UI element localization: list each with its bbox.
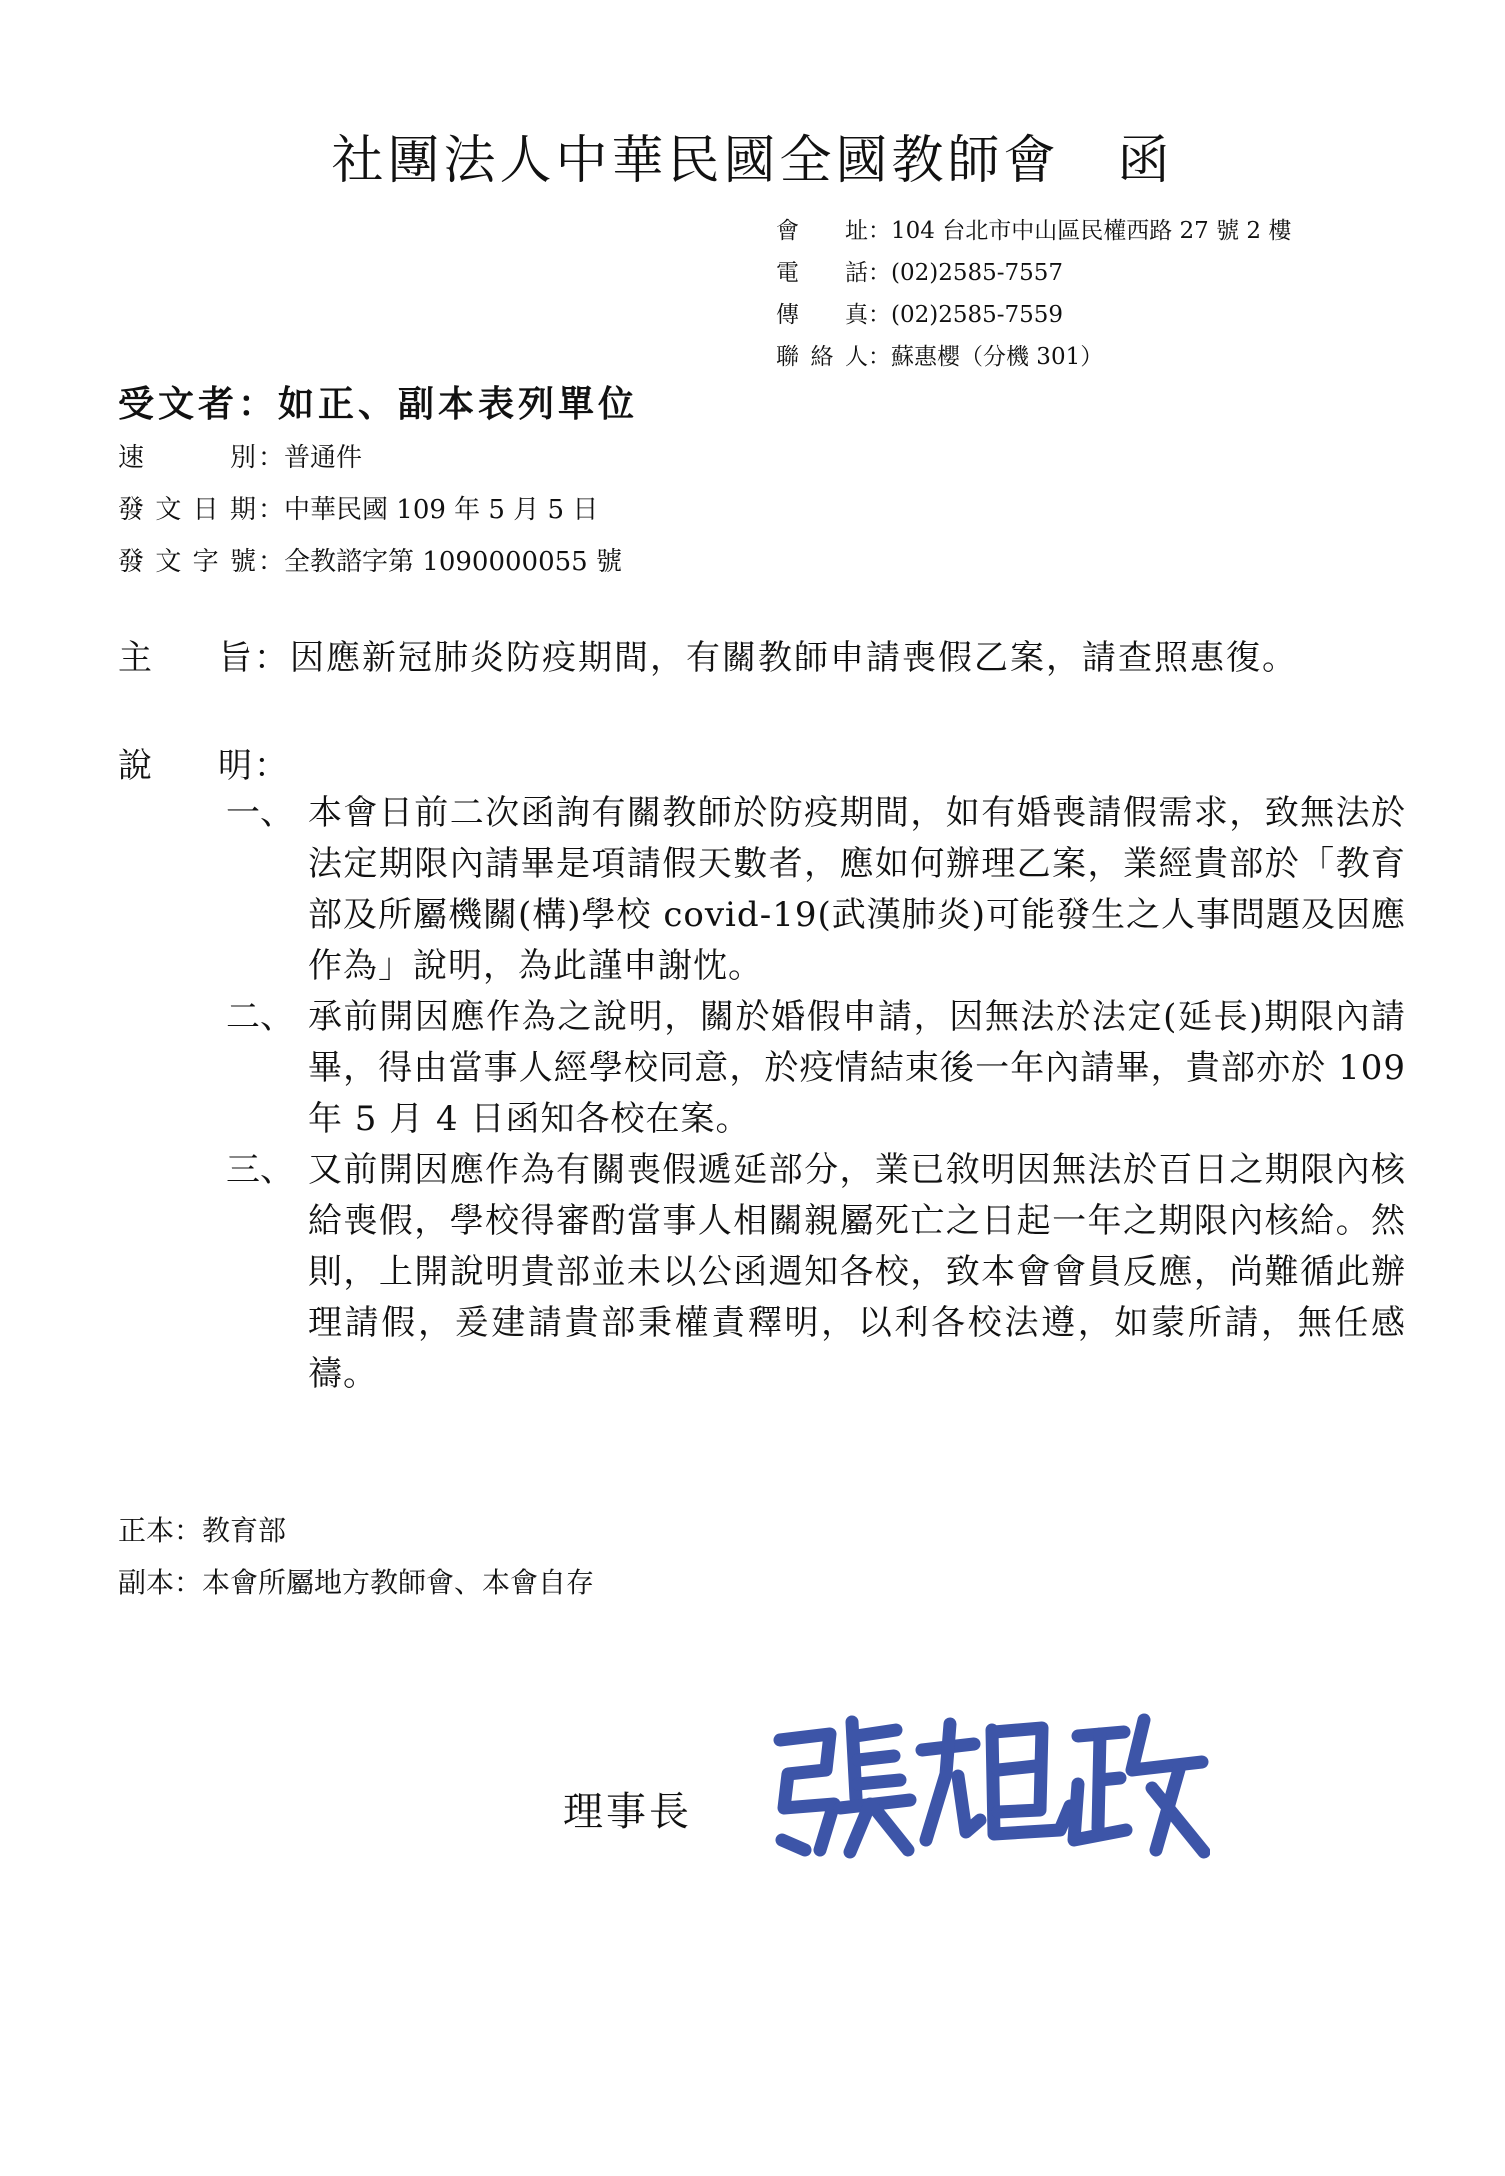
explanation-heading: 說明： [118, 738, 290, 787]
contact-fax: 傳真：(02)2585-7559 [776, 302, 1064, 328]
signature-image [760, 1700, 1210, 1870]
document-type: 函 [1117, 131, 1174, 191]
main-recipient: 正本：教育部 [118, 1514, 287, 1547]
list-item [226, 992, 1406, 1145]
item-text: 又前開因應作為有關喪假遞延部分，業已敘明因無法於百日之期限內核給喪假，學校得審酌當事人相關親屬死亡之日起一年之期限內核給。然則，上開說明貴部並未以公函週知各校，致本會會員反應，尚難循此辦理請假，爰建請貴部秉權責釋明，以利各校法遵，如蒙所請，無任感禱。 [308, 1150, 1406, 1394]
item-number: 一、 [226, 793, 294, 833]
contact-person: 聯絡人：蘇惠櫻（分機 301） [776, 344, 1104, 370]
item-number: 二、 [226, 997, 294, 1037]
list-item [226, 1145, 1406, 1400]
chairperson-title: 理事長 [563, 1789, 692, 1835]
cc-recipients: 副本：本會所屬地方教師會、本會自存 [118, 1566, 595, 1599]
explanation-list [226, 788, 1406, 1400]
distribution-list [118, 1505, 594, 1609]
subject-line: 主旨：因應新冠肺炎防疫期間，有關教師申請喪假乙案，請查照惠復。 [118, 630, 1298, 679]
meta-urgency: 速別：普通件 [118, 443, 363, 473]
contact-phone: 電話：(02)2585-7557 [776, 260, 1064, 286]
meta-issue-date: 發文日期：中華民國 109 年 5 月 5 日 [118, 495, 599, 525]
item-text: 承前開因應作為之說明，關於婚假申請，因無法於法定(延長)期限內請畢，得由當事人經學校同意，於疫情結束後一年內請畢，貴部亦於 109 年 5 月 4 日函知各校在案。 [308, 997, 1406, 1139]
subject-text: 因應新冠肺炎防疫期間，有關教師申請喪假乙案，請查照惠復。 [290, 638, 1298, 678]
document-title [0, 118, 1505, 193]
recipient-line: 受文者：如正、副本表列單位 [118, 384, 639, 425]
contact-block [776, 210, 1291, 378]
item-number: 三、 [226, 1150, 294, 1190]
explanation-label: 說明 [118, 746, 254, 786]
list-item [226, 788, 1406, 992]
contact-address: 會址：104 台北市中山區民權西路 27 號 2 樓 [776, 218, 1292, 244]
meta-document-number: 發文字號：全教諮字第 1090000055 號 [118, 547, 622, 577]
subject-label: 主旨 [118, 638, 254, 678]
organization-name: 社團法人中華民國全國教師會 [331, 131, 1060, 191]
document-meta [118, 432, 622, 588]
item-text: 本會日前二次函詢有關教師於防疫期間，如有婚喪請假需求，致無法於法定期限內請畢是項請假天數者，應如何辦理乙案，業經貴部於「教育部及所屬機關(構)學校 covid-19(武漢肺炎)可能發生之人事問題及因應作為」說明，為此謹申謝忱。 [308, 793, 1406, 986]
